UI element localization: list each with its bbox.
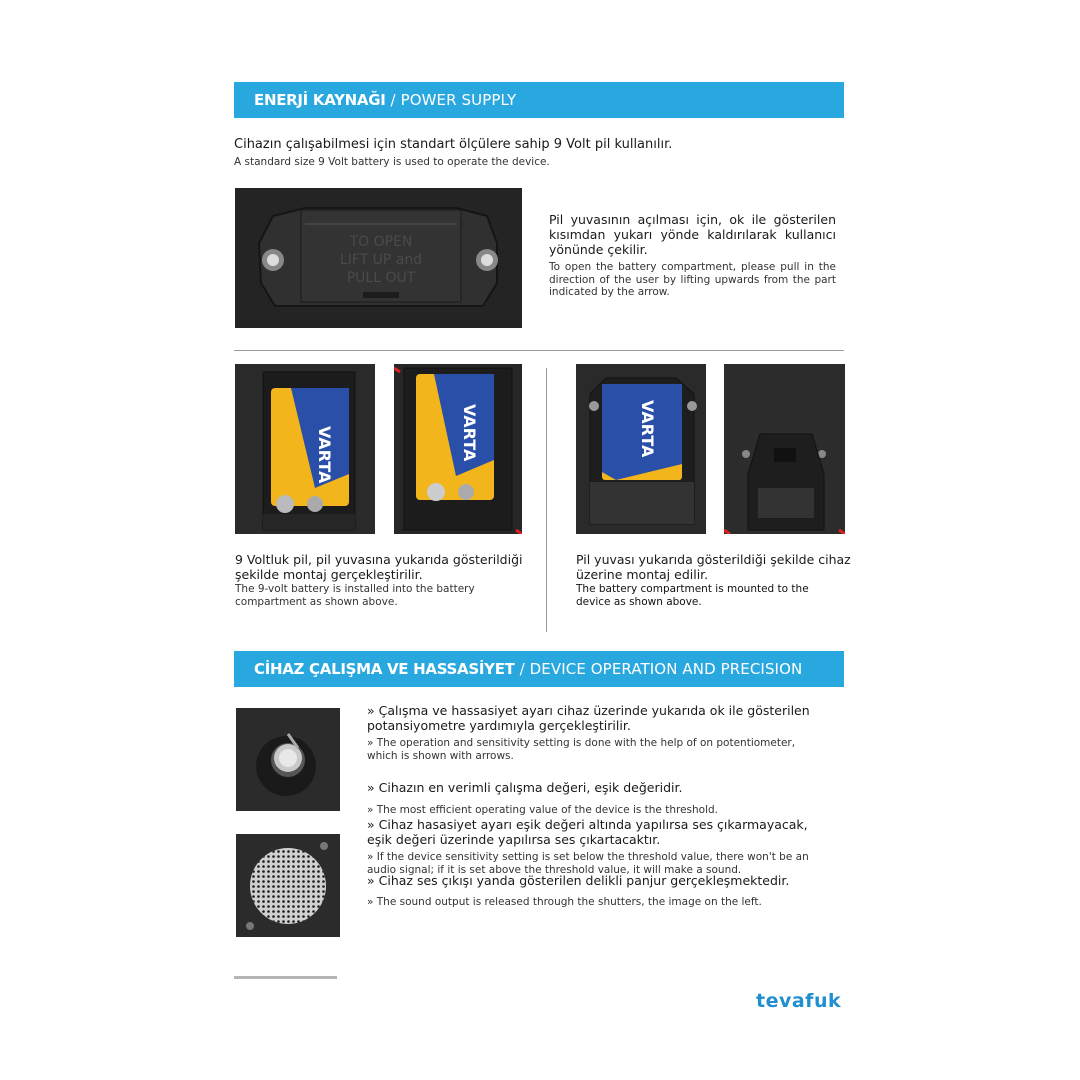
battery-photo-1 bbox=[235, 364, 375, 534]
operation-item-2-tr: » Cihazın en verimli çalışma değeri, eşik değeridir. bbox=[367, 780, 683, 795]
speaker-grille-photo bbox=[236, 834, 340, 937]
cover-label-line-3: PULL OUT bbox=[346, 270, 416, 286]
brand-logo: tevafuk bbox=[756, 990, 842, 1012]
battery-photo-2 bbox=[394, 364, 522, 534]
section-title-en: POWER SUPPLY bbox=[400, 91, 517, 109]
battery-install-text-tr: 9 Voltluk pil, pil yuvasına yukarıda gösterildiği şekilde montaj gerçekleştirilir. bbox=[235, 552, 523, 582]
operation-item-1-en: » The operation and sensitivity setting is done with the help of on potentiometer, which is shown with arrows. bbox=[367, 737, 796, 762]
battery-brand-1: VARTA bbox=[315, 426, 334, 484]
footer-rule bbox=[234, 976, 337, 979]
intro-text-tr: Cihazın çalışabilmesi için standart ölçülere sahip 9 Volt pil kullanılır. bbox=[234, 137, 673, 152]
operation-item-4-tr: » Cihaz ses çıkışı yanda gösterilen delikli panjur gerçekleşmektedir. bbox=[367, 873, 790, 888]
battery-brand-2: VARTA bbox=[460, 404, 479, 462]
battery-compartment-photo-2 bbox=[724, 364, 845, 534]
potentiometer-photo bbox=[236, 708, 340, 811]
battery-compartment-photo-1 bbox=[576, 364, 706, 534]
battery-brand-3: VARTA bbox=[638, 400, 657, 458]
section2-title-en: DEVICE OPERATION AND PRECISION bbox=[529, 660, 803, 678]
section-divider bbox=[234, 350, 844, 351]
operation-item-1-tr: » Çalışma ve hassasiyet ayarı cihaz üzerinde yukarıda ok ile gösterilen potansiyometre yardımıyla gerçekleştirilir. bbox=[367, 703, 810, 733]
cover-label-line-1: TO OPEN bbox=[349, 234, 413, 250]
section-banner-power-supply bbox=[234, 82, 844, 118]
compartment-mount-text-tr: Pil yuvası yukarıda gösterildiği şekilde cihaz üzerine montaj edilir. bbox=[576, 552, 851, 582]
open-compartment-text-tr: Pil yuvasının açılması için, ok ile gösterilen kısımdan yukarı yönde kaldırılarak kullanıcı yönünde çekilir. bbox=[549, 212, 836, 257]
battery-cover-photo bbox=[235, 188, 522, 328]
battery-install-text-en: The 9-volt battery is installed into the battery compartment as shown above. bbox=[235, 583, 475, 608]
compartment-mount-text-en: The battery compartment is mounted to the device as shown above. bbox=[576, 583, 809, 608]
operation-item-2-en: » The most efficient operating value of the device is the threshold. bbox=[367, 804, 719, 816]
title-separator-2: / bbox=[519, 660, 525, 678]
operation-item-3-en: » If the device sensitivity setting is set below the threshold value, there won't be an audio signal; if it is set above the threshold value, it will make a sound. bbox=[367, 851, 809, 876]
operation-item-3-tr: » Cihaz hasasiyet ayarı eşik değeri altında yapılırsa ses çıkarmayacak, eşik değeri üzerinde yapılırsa ses çıkartacaktır. bbox=[367, 817, 808, 847]
cover-label-line-2: LIFT UP and bbox=[339, 252, 423, 268]
section-banner-device-operation bbox=[234, 651, 844, 687]
section-title-tr: ENERJİ KAYNAĞI bbox=[254, 91, 386, 109]
title-separator: / bbox=[390, 91, 396, 109]
section2-title-tr: CİHAZ ÇALIŞMA VE HASSASİYET bbox=[254, 660, 515, 678]
operation-item-4-en: » The sound output is released through the shutters, the image on the left. bbox=[367, 896, 762, 908]
open-compartment-text-en: To open the battery compartment, please pull in the direction of the user by lifting upwards from the part indicated by the arrow. bbox=[549, 261, 836, 298]
intro-text-en: A standard size 9 Volt battery is used to operate the device. bbox=[234, 156, 550, 168]
column-divider bbox=[546, 368, 547, 632]
